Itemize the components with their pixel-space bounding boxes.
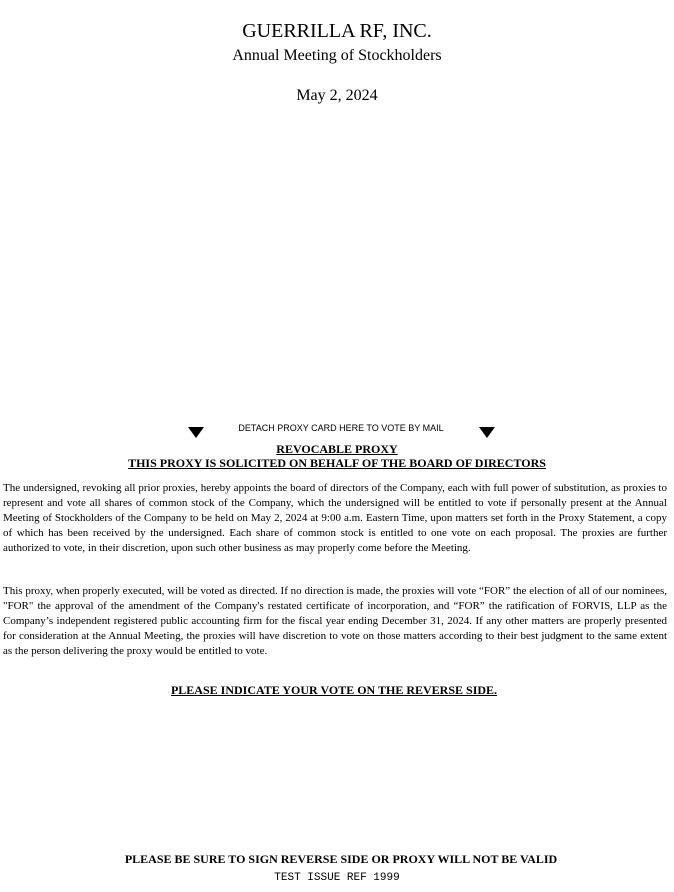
proxy-voting-paragraph: This proxy, when properly executed, will be voted as directed. If no direction is made, the proxies will vote “FOR” the election of all of our nominees, "FOR" the approval of the amendment of the Company's restated certificate of incorporation, and “FOR” the ratification of FORVIS, LLP as the Company’s independent registered public accounting firm for the fiscal year ending December 31, 2024. If any other matters are properly presented for consideration at the Annual Meeting, the proxies will have discretion to vote on those matters according to their best judgment to the same extent as the person delivering the proxy would be entitled to vote. bbox=[3, 585, 667, 657]
proxy-appointment-paragraph: The undersigned, revoking all prior proxies, hereby appoints the board of directors of the Company, each with full power of substitution, as proxies to represent and vote all shares of common stock of the Company, which the undersigned will be entitled to vote if personally present at the Annual Meeting of Stockholders of the Company to be held on May 2, 2024 at 9:00 a.m. Eastern Time, upon matters set forth in the Proxy Statement, a copy of which has been received by the undersigned. Each share of common stock is entitled to one vote on each proposal. The proxies are further authorized to vote, in their discretion, upon such other business as may properly come before the Meeting. bbox=[3, 482, 667, 554]
detach-line bbox=[0, 423, 674, 439]
proxy-subtitle: THIS PROXY IS SOLICITED ON BEHALF OF THE BOARD OF DIRECTORS bbox=[128, 456, 546, 470]
detach-instruction: DETACH PROXY CARD HERE TO VOTE BY MAIL bbox=[238, 423, 444, 433]
reference-code: TEST ISSUE REF 1999 bbox=[274, 872, 400, 884]
reverse-side-note: PLEASE INDICATE YOUR VOTE ON THE REVERSE SIDE. bbox=[170, 683, 498, 697]
meeting-date: May 2, 2024 bbox=[296, 87, 378, 104]
company-name: GUERRILLA RF, INC. bbox=[242, 20, 432, 42]
down-triangle-icon bbox=[479, 427, 495, 438]
meeting-title: Annual Meeting of Stockholders bbox=[232, 47, 442, 64]
signature-warning: PLEASE BE SURE TO SIGN REVERSE SIDE OR PROXY WILL NOT BE VALID bbox=[124, 852, 558, 866]
proxy-title: REVOCABLE PROXY bbox=[276, 442, 398, 456]
